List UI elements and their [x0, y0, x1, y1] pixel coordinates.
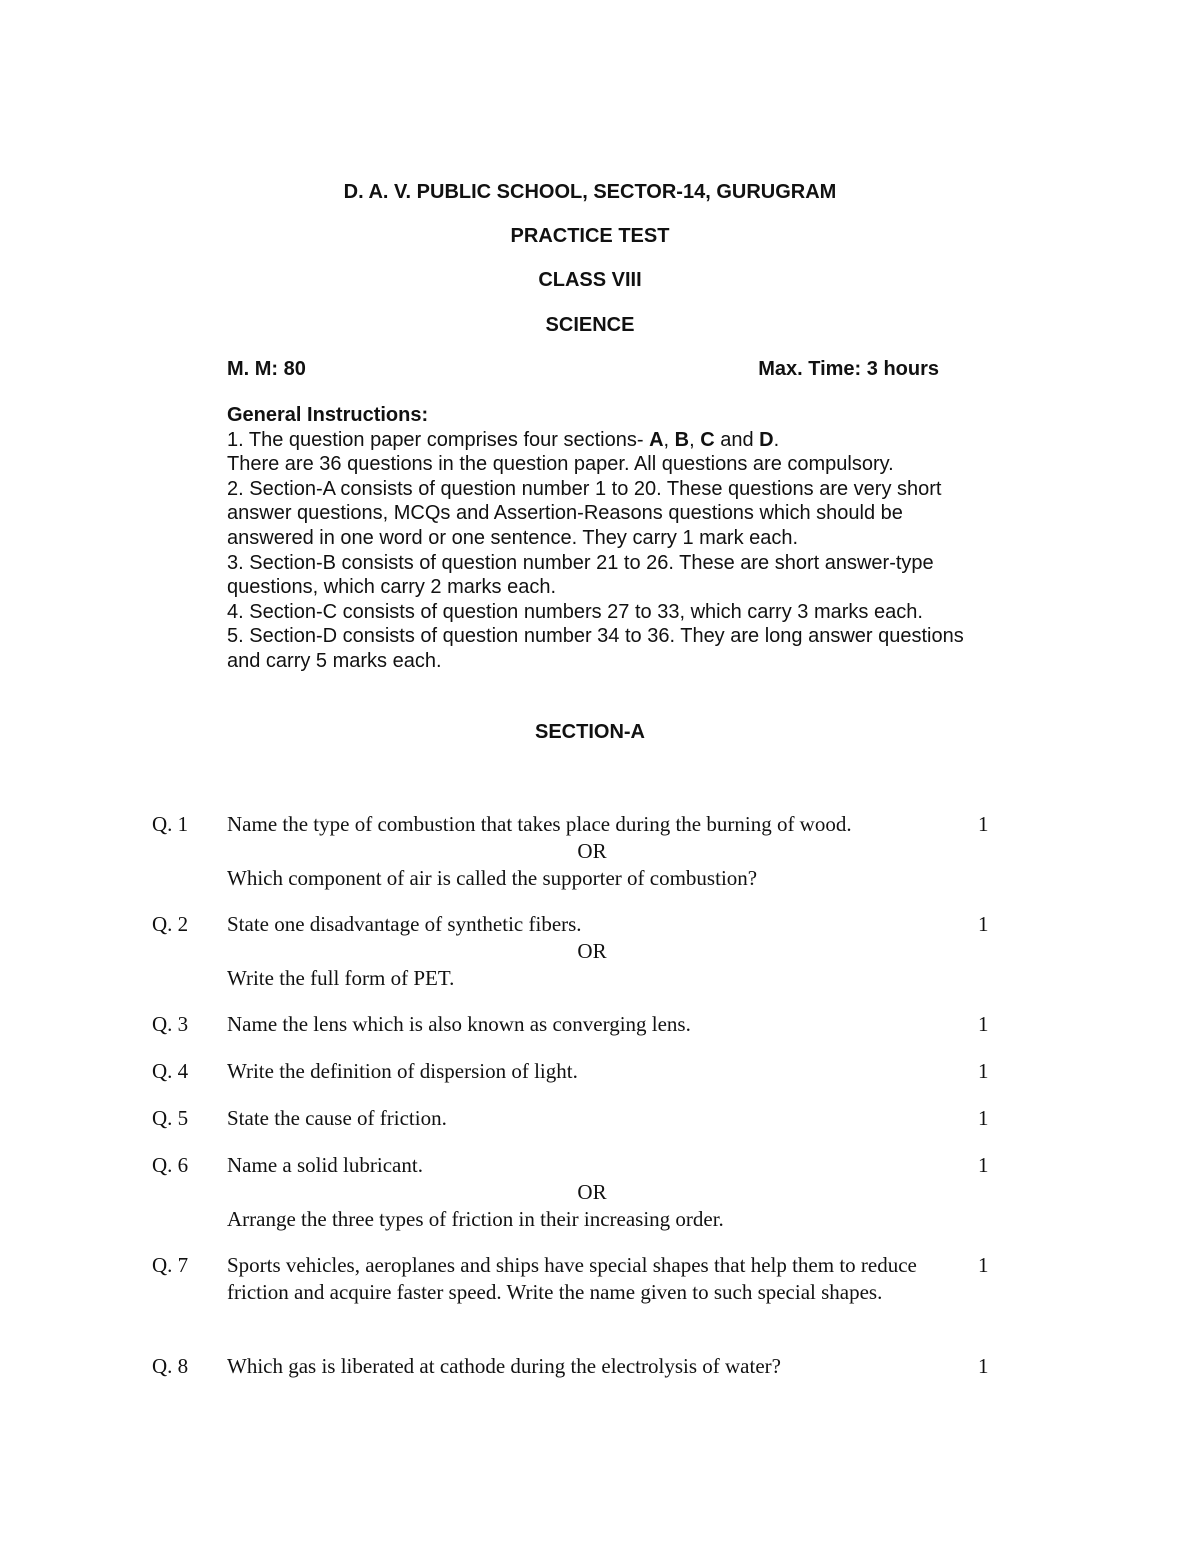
- instruction-4: 4. Section-C consists of question numbers 27 to 33, which carry 3 marks each.: [227, 600, 923, 623]
- question-number: Q. 5: [152, 1106, 189, 1130]
- max-marks: M. M: 80: [227, 358, 306, 380]
- or-label: OR: [577, 838, 607, 863]
- question-text: Name the lens which is also known as converging lens.: [227, 1012, 691, 1036]
- marks-time-row: [227, 358, 939, 381]
- test-title: PRACTICE TEST: [510, 225, 670, 247]
- question-body: [227, 1152, 962, 1232]
- question-text: State one disadvantage of synthetic fibers.: [227, 912, 582, 936]
- question-number: Q. 6: [152, 1153, 189, 1177]
- question-text: Which gas is liberated at cathode during the electrolysis of water?: [227, 1354, 781, 1378]
- instruction-2: 2. Section-A consists of question number 1 to 20. These questions are very short answer questions, MCQs and Assertion-Reasons questions which should be answered in one word or one sentence. They carry 1 mark each.: [227, 477, 942, 549]
- or-label: OR: [577, 938, 607, 963]
- question-marks: 1: [978, 1153, 989, 1177]
- alternate-question-text: Which component of air is called the supporter of combustion?: [227, 865, 758, 890]
- question-text: Write the definition of dispersion of light.: [227, 1059, 578, 1083]
- question-text: Name the type of combustion that takes place during the burning of wood.: [227, 812, 852, 836]
- question-marks: 1: [978, 1106, 989, 1130]
- question-text: Sports vehicles, aeroplanes and ships have special shapes that help them to reduce friction and acquire faster speed. Write the name given to such special shapes.: [227, 1253, 917, 1304]
- instructions-heading: General Instructions:: [227, 404, 429, 426]
- instruction-1-line2: There are 36 questions in the question paper. All questions are compulsory.: [227, 453, 894, 476]
- question-body: [227, 911, 962, 991]
- section-title: SECTION-A: [535, 721, 645, 743]
- max-time: Max. Time: 3 hours: [758, 358, 939, 380]
- question-number: Q. 2: [152, 912, 189, 936]
- question-marks: 1: [978, 1012, 989, 1036]
- school-name: D. A. V. PUBLIC SCHOOL, SECTOR-14, GURUGRAM: [343, 181, 837, 203]
- question-number: Q. 8: [152, 1354, 189, 1378]
- instruction-1: 1. The question paper comprises four sections- A, B, C and D.: [227, 428, 780, 451]
- question-body: [227, 811, 962, 891]
- question-marks: 1: [978, 1253, 989, 1277]
- instruction-3: 3. Section-B consists of question number 21 to 26. These are short answer-type questions, which carry 2 marks each.: [227, 551, 934, 599]
- question-number: Q. 4: [152, 1059, 189, 1083]
- class-title: CLASS VIII: [538, 269, 642, 291]
- alternate-question-text: Arrange the three types of friction in their increasing order.: [227, 1206, 724, 1231]
- question-text: State the cause of friction.: [227, 1106, 447, 1130]
- question-number: Q. 7: [152, 1253, 189, 1277]
- question-marks: 1: [978, 1354, 989, 1378]
- alternate-question-text: Write the full form of PET.: [227, 965, 455, 990]
- question-marks: 1: [978, 1059, 989, 1083]
- subject-title: SCIENCE: [545, 314, 635, 336]
- or-label: OR: [577, 1179, 607, 1204]
- question-marks: 1: [978, 812, 989, 836]
- question-text: Name a solid lubricant.: [227, 1153, 423, 1177]
- general-instructions: [227, 403, 967, 674]
- question-number: Q. 3: [152, 1012, 189, 1036]
- instruction-5: 5. Section-D consists of question number 34 to 36. They are long answer questions and carry 5 marks each.: [227, 625, 964, 672]
- question-marks: 1: [978, 912, 989, 936]
- question-number: Q. 1: [152, 812, 189, 836]
